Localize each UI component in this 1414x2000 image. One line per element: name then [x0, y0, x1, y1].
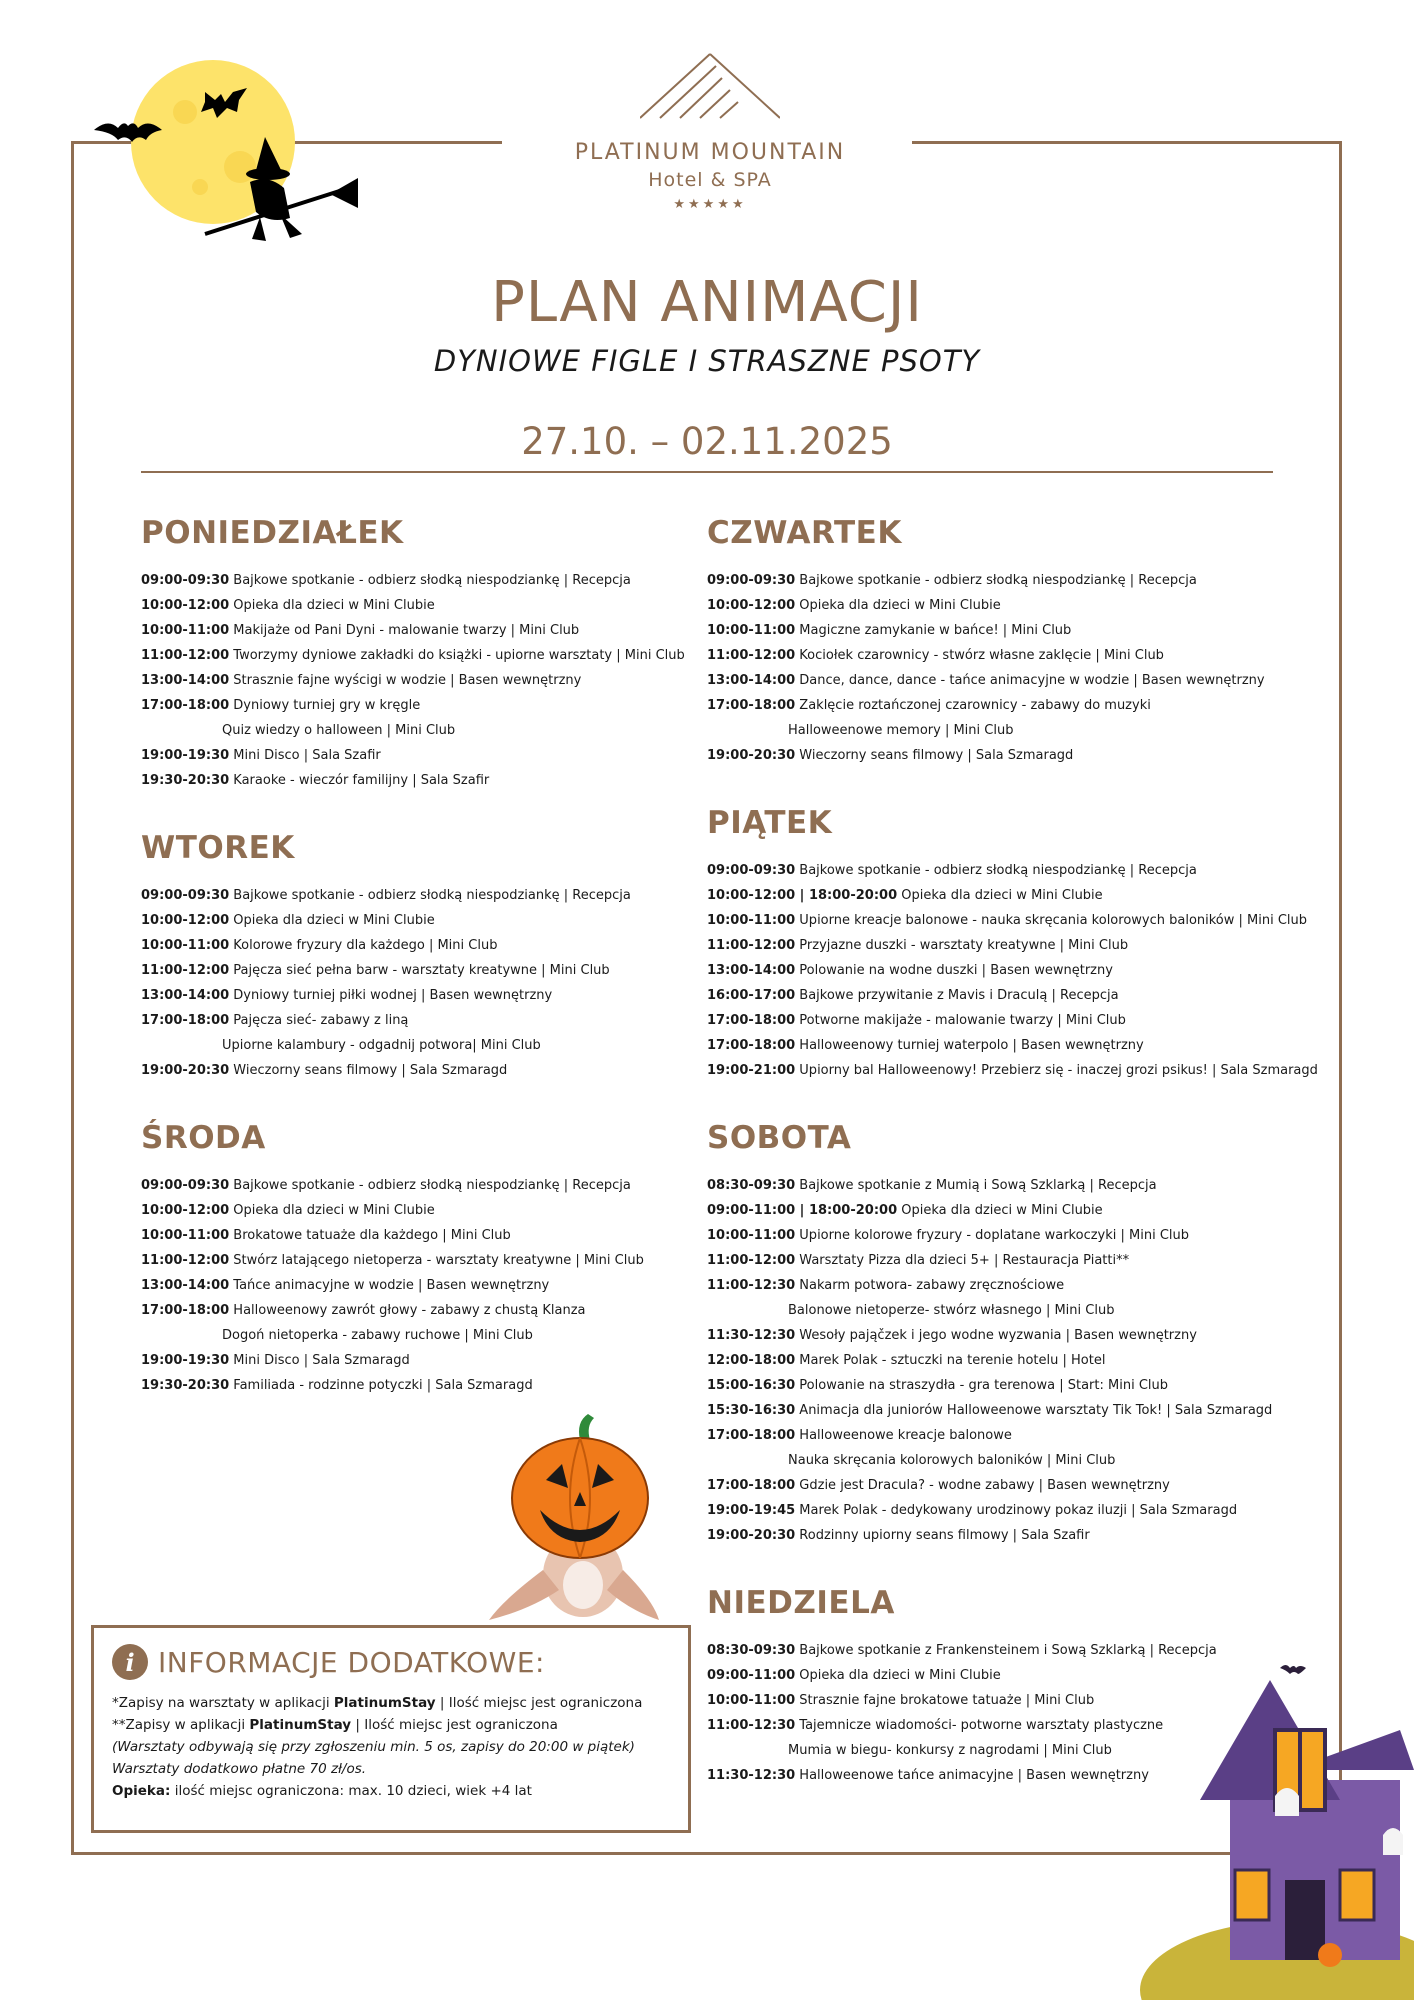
event-time: 13:00-14:00 — [141, 1278, 230, 1293]
event-description: Strasznie fajne wyścigi w wodzie | Basen wewnętrzny — [233, 673, 582, 688]
event-time: 17:00-18:00 — [707, 1038, 796, 1053]
event-time: 09:00-09:30 — [141, 888, 230, 903]
event-description: Quiz wiedzy o halloween | Mini Club — [222, 723, 456, 738]
event-description: Upiorne kreacje balonowe - nauka skręcania kolorowych baloników | Mini Club — [799, 913, 1308, 928]
day-heading: CZWARTEK — [707, 515, 902, 551]
schedule-item — [707, 983, 1347, 1008]
event-time: 10:00-11:00 — [707, 1693, 796, 1708]
event-time: 19:00-20:30 — [707, 748, 796, 763]
event-time: 15:00-16:30 — [707, 1378, 796, 1393]
schedule-item — [141, 1373, 701, 1398]
schedule-item — [141, 1223, 701, 1248]
schedule-item — [707, 1448, 1347, 1473]
schedule-item — [707, 1248, 1347, 1273]
event-description: Opieka dla dzieci w Mini Clubie — [799, 1668, 1001, 1683]
event-time: 10:00-12:00 — [141, 1203, 230, 1218]
event-time: 17:00-18:00 — [141, 1013, 230, 1028]
event-description: Nauka skręcania kolorowych baloników | Mini Club — [788, 1453, 1116, 1468]
schedule-item — [707, 718, 1347, 743]
event-description: Halloweenowy zawrót głowy - zabawy z chustą Klanza — [233, 1303, 586, 1318]
event-description: Dance, dance, dance - tańce animacyjne w wodzie | Basen wewnętrzny — [799, 673, 1265, 688]
day-section — [141, 1113, 701, 1398]
event-time: 09:00-11:00 — [707, 1668, 796, 1683]
event-description: Wieczorny seans filmowy | Sala Szmaragd — [233, 1063, 508, 1078]
event-time: 11:30-12:30 — [707, 1768, 796, 1783]
schedule-item — [141, 643, 701, 668]
schedule-item — [141, 958, 701, 983]
app-name: PlatinumStay — [333, 1695, 436, 1711]
day-section — [141, 823, 701, 1083]
info-heading: INFORMACJE DODATKOWE: — [158, 1645, 545, 1679]
event-time: 11:30-12:30 — [707, 1328, 796, 1343]
event-description: Bajkowe spotkanie - odbierz słodką niespodziankę | Recepcja — [233, 1178, 631, 1193]
brand-subtitle: Hotel & SPA — [648, 169, 772, 191]
event-time: 10:00-12:00 — [141, 598, 230, 613]
schedule-item — [141, 883, 701, 908]
event-description: Makijaże od Pani Dyni - malowanie twarzy | Mini Club — [233, 623, 580, 638]
event-time: 10:00-12:00 — [141, 913, 230, 928]
schedule-column-left — [141, 508, 701, 1428]
event-time: 09:00-11:00 | 18:00-20:00 — [707, 1203, 898, 1218]
day-section — [707, 798, 1347, 1083]
event-description: Familiada - rodzinne potyczki | Sala Szmaragd — [233, 1378, 533, 1393]
schedule-item — [707, 1273, 1347, 1298]
event-description: Balonowe nietoperze- stwórz własnego | Mini Club — [788, 1303, 1115, 1318]
event-time: 15:30-16:30 — [707, 1403, 796, 1418]
event-description: Opieka dla dzieci w Mini Clubie — [233, 598, 435, 613]
event-time: 19:00-19:30 — [141, 1353, 230, 1368]
event-time: 08:30-09:30 — [707, 1643, 796, 1658]
event-time: 10:00-11:00 — [707, 623, 796, 638]
schedule-item — [141, 593, 701, 618]
schedule-item — [141, 768, 701, 793]
haunted-house-illustration — [1140, 1660, 1414, 2000]
event-description: Upiorne kolorowe fryzury - doplatane warkoczyki | Mini Club — [799, 1228, 1190, 1243]
event-description: Bajkowe spotkanie - odbierz słodką niespodziankę | Recepcja — [233, 888, 631, 903]
event-time: 11:00-12:00 — [707, 1253, 796, 1268]
event-time: 10:00-11:00 — [141, 938, 230, 953]
schedule-item — [141, 743, 701, 768]
schedule-item — [707, 958, 1347, 983]
event-description: Tańce animacyjne w wodzie | Basen wewnętrzny — [233, 1278, 550, 1293]
info-text: ilość miejsc ograniczona: max. 10 dzieci, wiek +4 lat — [170, 1783, 532, 1799]
info-header — [112, 1644, 670, 1680]
event-time: 11:00-12:00 — [141, 648, 230, 663]
care-label: Opieka: — [112, 1783, 171, 1799]
event-description: Halloweenowy turniej waterpolo | Basen wewnętrzny — [799, 1038, 1144, 1053]
schedule-item — [707, 643, 1347, 668]
event-description: Pajęcza sieć- zabawy z liną — [233, 1013, 409, 1028]
brand-name: PLATINUM MOUNTAIN — [574, 140, 846, 165]
event-time: 17:00-18:00 — [141, 1303, 230, 1318]
event-description: Halloweenowe tańce animacyjne | Basen wewnętrzny — [799, 1768, 1149, 1783]
event-description: Dogoń nietoperka - zabawy ruchowe | Mini Club — [222, 1328, 533, 1343]
event-time: 17:00-18:00 — [707, 1428, 796, 1443]
day-section — [707, 508, 1347, 768]
schedule-item — [707, 933, 1347, 958]
bat-icon — [1280, 1665, 1306, 1674]
event-description: Mini Disco | Sala Szmaragd — [233, 1353, 410, 1368]
event-time: 13:00-14:00 — [707, 673, 796, 688]
event-description: Rodzinny upiorny seans filmowy | Sala Szafir — [799, 1528, 1090, 1543]
event-description: Gdzie jest Dracula? - wodne zabawy | Basen wewnętrzny — [799, 1478, 1170, 1493]
event-description: Strasznie fajne brokatowe tatuaże | Mini Club — [799, 1693, 1095, 1708]
schedule-item — [141, 908, 701, 933]
schedule-item — [707, 668, 1347, 693]
app-name: PlatinumStay — [249, 1717, 352, 1733]
event-description: Magiczne zamykanie w bańce! | Mini Club — [799, 623, 1072, 638]
event-description: Dyniowy turniej gry w kręgle — [233, 698, 421, 713]
schedule-item — [141, 1273, 701, 1298]
event-description: Wesoły pająčzek i jego wodne wyzwania | Basen wewnętrzny — [799, 1328, 1197, 1343]
event-description: Przyjazne duszki - warsztaty kreatywne | Mini Club — [799, 938, 1129, 953]
event-time: 11:00-12:00 — [707, 648, 796, 663]
event-time: 17:00-18:00 — [707, 1478, 796, 1493]
schedule-item — [141, 1323, 701, 1348]
info-text: **Zapisy w aplikacji — [112, 1717, 250, 1733]
event-time: 19:00-20:30 — [707, 1528, 796, 1543]
event-description: Marek Polak - sztuczki na terenie hotelu | Hotel — [799, 1353, 1106, 1368]
page-title: PLAN ANIMACJI — [491, 270, 923, 335]
schedule-item — [707, 1398, 1347, 1423]
info-line-1 — [112, 1692, 670, 1714]
event-time: 09:00-09:30 — [141, 573, 230, 588]
event-time: 19:30-20:30 — [141, 1378, 230, 1393]
event-time: 09:00-09:30 — [707, 863, 796, 878]
event-time: 10:00-11:00 — [707, 913, 796, 928]
event-description: Karaoke - wieczór familijny | Sala Szafir — [233, 773, 490, 788]
event-time: 10:00-11:00 — [707, 1228, 796, 1243]
day-section — [707, 1113, 1347, 1548]
day-heading: PONIEDZIAŁEK — [141, 515, 404, 551]
info-line-4: Warsztaty dodatkowo płatne 70 zł/os. — [112, 1761, 367, 1777]
info-icon: i — [112, 1644, 148, 1680]
event-description: Dyniowy turniej piłki wodnej | Basen wewnętrzny — [233, 988, 553, 1003]
day-heading: WTOREK — [141, 830, 295, 866]
schedule-item — [707, 1198, 1347, 1223]
event-description: Halloweenowe memory | Mini Club — [788, 723, 1014, 738]
moon-witch-illustration — [90, 52, 360, 267]
house-icon — [1200, 1680, 1414, 1967]
event-description: Bajkowe spotkanie - odbierz słodką niespodziankę | Recepcja — [799, 573, 1197, 588]
schedule-item — [707, 1008, 1347, 1033]
event-time: 19:00-19:45 — [707, 1503, 796, 1518]
event-time: 11:00-12:30 — [707, 1278, 796, 1293]
schedule-item — [707, 1298, 1347, 1323]
schedule-item — [707, 1498, 1347, 1523]
event-description: Pajęcza sieć pełna barw - warsztaty kreatywne | Mini Club — [233, 963, 610, 978]
event-description: Bajkowe spotkanie - odbierz słodką niespodziankę | Recepcja — [233, 573, 631, 588]
schedule-item — [141, 933, 701, 958]
schedule-item — [707, 1223, 1347, 1248]
day-section — [141, 508, 701, 793]
event-time: 12:00-18:00 — [707, 1353, 796, 1368]
event-time: 11:00-12:30 — [707, 1718, 796, 1733]
event-description: Opieka dla dzieci w Mini Clubie — [233, 1203, 435, 1218]
mountain-icon — [640, 52, 780, 120]
day-heading: PIĄTEK — [707, 805, 833, 841]
event-time: 10:00-11:00 — [141, 1228, 230, 1243]
event-description: Tajemnicze wiadomości- potworne warsztaty plastyczne — [799, 1718, 1164, 1733]
event-time: 17:00-18:00 — [707, 1013, 796, 1028]
event-description: Mumia w biegu- konkursy z nagrodami | Mini Club — [788, 1743, 1112, 1758]
schedule-item — [141, 693, 701, 718]
schedule-item — [141, 618, 701, 643]
schedule-item — [141, 1173, 701, 1198]
info-text: *Zapisy na warsztaty w aplikacji — [112, 1695, 334, 1711]
event-time: 13:00-14:00 — [707, 963, 796, 978]
event-time: 10:00-12:00 — [707, 598, 796, 613]
event-description: Potworne makijaże - malowanie twarzy | Mini Club — [799, 1013, 1126, 1028]
event-description: Tworzymy dyniowe zakładki do książki - upiorne warsztaty | Mini Club — [233, 648, 685, 663]
schedule-item — [141, 1298, 701, 1323]
event-description: Brokatowe tatuaże dla każdego | Mini Club — [233, 1228, 511, 1243]
event-description: Opieka dla dzieci w Mini Clubie — [901, 888, 1103, 903]
schedule-item — [707, 568, 1347, 593]
schedule-item — [707, 1323, 1347, 1348]
event-time: 11:00-12:00 — [141, 963, 230, 978]
event-time: 11:00-12:00 — [707, 938, 796, 953]
event-description: Upiorne kalambury - odgadnij potwora| Mini Club — [222, 1038, 541, 1053]
event-description: Halloweenowe kreacje balonowe — [799, 1428, 1012, 1443]
schedule-item — [707, 1373, 1347, 1398]
event-description: Animacja dla juniorów Halloweenowe warsztaty Tik Tok! | Sala Szmaragd — [799, 1403, 1273, 1418]
info-text: | Ilość miejsc jest ograniczona — [351, 1717, 558, 1733]
event-time: 08:30-09:30 — [707, 1178, 796, 1193]
schedule-item — [141, 1198, 701, 1223]
schedule-item — [707, 1033, 1347, 1058]
schedule-item — [707, 858, 1347, 883]
schedule-item — [707, 1423, 1347, 1448]
event-time: 17:00-18:00 — [141, 698, 230, 713]
schedule-item — [141, 1033, 701, 1058]
event-time: 13:00-14:00 — [141, 673, 230, 688]
event-time: 17:00-18:00 — [707, 698, 796, 713]
schedule-column-right — [707, 508, 1347, 1818]
event-time: 11:00-12:00 — [141, 1253, 230, 1268]
event-description: Bajkowe spotkanie - odbierz słodką niespodziankę | Recepcja — [799, 863, 1197, 878]
hotel-logo — [560, 52, 860, 212]
event-time: 19:30-20:30 — [141, 773, 230, 788]
event-time: 10:00-11:00 — [141, 623, 230, 638]
event-time: 19:00-20:30 — [141, 1063, 230, 1078]
schedule-item — [141, 1248, 701, 1273]
event-description: Upiorny bal Halloweenowy! Przebierz się - inaczej grozi psikus! | Sala Szmaragd — [799, 1063, 1318, 1078]
event-description: Opieka dla dzieci w Mini Clubie — [799, 598, 1001, 613]
page-subtitle: DYNIOWE FIGLE I STRASZNE PSOTY — [433, 344, 981, 378]
schedule-item — [707, 593, 1347, 618]
schedule-item — [707, 1348, 1347, 1373]
event-time: 09:00-09:30 — [707, 573, 796, 588]
event-description: Opieka dla dzieci w Mini Clubie — [233, 913, 435, 928]
event-description: Bajkowe przywitanie z Mavis i Draculą | Recepcja — [799, 988, 1119, 1003]
schedule-item — [141, 1008, 701, 1033]
day-heading: NIEDZIELA — [707, 1585, 895, 1621]
schedule-item — [707, 1058, 1347, 1083]
schedule-item — [707, 1523, 1347, 1548]
schedule-item — [707, 618, 1347, 643]
schedule-item — [141, 1348, 701, 1373]
pumpkin-owl-illustration — [488, 1410, 668, 1628]
event-time: 19:00-21:00 — [707, 1063, 796, 1078]
schedule-item — [707, 883, 1347, 908]
day-heading: SOBOTA — [707, 1120, 852, 1156]
event-description: Nakarm potwora- zabawy zręcznościowe — [799, 1278, 1065, 1293]
info-line-3: (Warsztaty odbywają się przy zgłoszeniu min. 5 os, zapisy do 20:00 w piątek) — [112, 1739, 635, 1755]
event-time: 16:00-17:00 — [707, 988, 796, 1003]
schedule-item — [141, 983, 701, 1008]
event-description: Stwórz latającego nietoperza - warsztaty kreatywne | Mini Club — [233, 1253, 644, 1268]
event-description: Kociołek czarownicy - stwórz własne zaklęcie | Mini Club — [799, 648, 1164, 663]
event-description: Polowanie na wodne duszki | Basen wewnętrzny — [799, 963, 1113, 978]
schedule-item — [141, 668, 701, 693]
event-description: Wieczorny seans filmowy | Sala Szmaragd — [799, 748, 1074, 763]
event-time: 09:00-09:30 — [141, 1178, 230, 1193]
day-heading: ŚRODA — [141, 1120, 266, 1156]
schedule-item — [141, 718, 701, 743]
pumpkin-icon — [512, 1414, 648, 1558]
schedule-item — [141, 1058, 701, 1083]
schedule-item — [707, 1473, 1347, 1498]
additional-info-box — [91, 1625, 691, 1833]
schedule-item — [707, 743, 1347, 768]
event-description: Polowanie na straszydła - gra terenowa | Start: Mini Club — [799, 1378, 1168, 1393]
info-line-5 — [112, 1780, 670, 1802]
event-description: Warsztaty Pizza dla dzieci 5+ | Restauracja Piatti** — [799, 1253, 1130, 1268]
schedule-item — [707, 693, 1347, 718]
event-description: Bajkowe spotkanie z Mumią i Sową Szklarką | Recepcja — [799, 1178, 1157, 1193]
info-text: | Ilość miejsc jest ograniczona — [435, 1695, 643, 1711]
schedule-item — [141, 568, 701, 593]
event-description: Zaklęcie roztańczonej czarownicy - zabawy do muzyki — [799, 698, 1151, 713]
event-time: 10:00-12:00 | 18:00-20:00 — [707, 888, 898, 903]
schedule-item — [707, 908, 1347, 933]
event-description: Kolorowe fryzury dla każdego | Mini Club — [233, 938, 498, 953]
event-description: Opieka dla dzieci w Mini Clubie — [901, 1203, 1103, 1218]
divider — [141, 471, 1273, 473]
schedule-item — [707, 1173, 1347, 1198]
date-range: 27.10. – 02.11.2025 — [521, 420, 893, 463]
event-description: Mini Disco | Sala Szafir — [233, 748, 381, 763]
info-line-2 — [112, 1714, 670, 1736]
event-description: Bajkowe spotkanie z Frankensteinem i Sową Szklarką | Recepcja — [799, 1643, 1217, 1658]
event-time: 19:00-19:30 — [141, 748, 230, 763]
rating-stars: ★★★★★ — [673, 197, 747, 212]
event-description: Marek Polak - dedykowany urodzinowy pokaz iluzji | Sala Szmaragd — [799, 1503, 1238, 1518]
event-time: 13:00-14:00 — [141, 988, 230, 1003]
